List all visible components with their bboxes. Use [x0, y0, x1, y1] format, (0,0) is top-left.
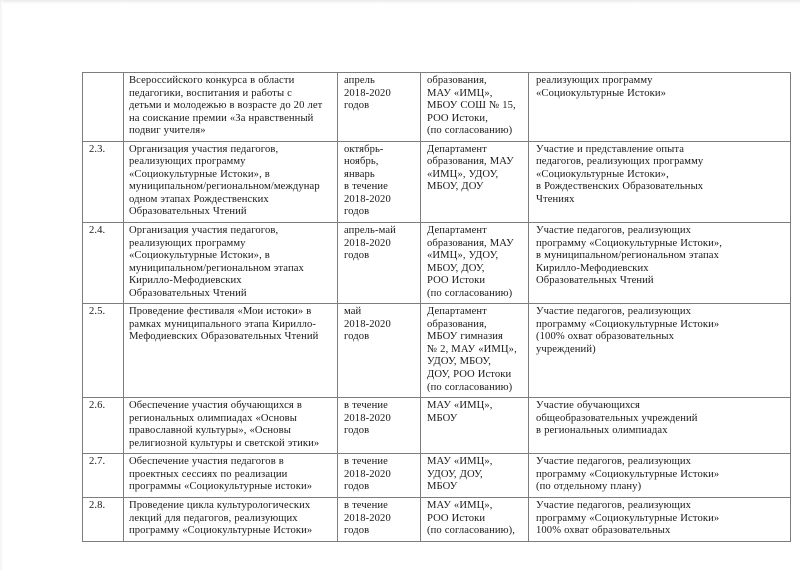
cell-line: программу «Социокультурные Истоки» — [536, 318, 720, 330]
table-row — [83, 141, 791, 222]
cell-line: муниципальном/региональном/междунар — [129, 181, 320, 193]
cell-line: годов — [344, 206, 370, 218]
cell-line: проектных сессиях по реализации — [129, 468, 288, 480]
cell-line: педагогов, реализующих программу — [536, 156, 704, 168]
scan-edge-left — [0, 0, 3, 570]
cell-line: Чтениях — [536, 193, 575, 205]
cell-line: программы «Социокультурные истоки» — [129, 481, 313, 493]
cell-line: УДОУ, МБОУ, — [427, 356, 492, 368]
table-cell-num — [83, 223, 124, 304]
cell-line: Участие педагогов, реализующих — [536, 456, 692, 468]
table-cell-event — [124, 223, 338, 304]
cell-line: 2018-2020 — [344, 512, 391, 524]
table-cell-date — [338, 223, 421, 304]
table-row — [83, 73, 791, 142]
cell-line: МБОУ, ДОУ — [427, 181, 484, 193]
cell-line: годов — [344, 331, 370, 343]
table-cell-date — [338, 398, 421, 454]
cell-line: ДОУ, РОО Истоки — [427, 369, 512, 381]
cell-line: МАУ «ИМЦ», — [427, 456, 493, 468]
cell-line: РОО Истоки — [427, 275, 486, 287]
cell-line: (по согласованию) — [427, 381, 513, 393]
table-cell-result — [529, 223, 791, 304]
table-cell-num — [83, 304, 124, 398]
cell-line: в течение — [344, 456, 388, 468]
cell-line: Департамент — [427, 225, 487, 237]
cell-line: программу «Социокультурные Истоки», — [536, 237, 723, 249]
cell-line: январь — [344, 168, 375, 180]
cell-line: Департамент — [427, 143, 487, 155]
cell-line: октябрь- — [344, 143, 384, 155]
table-cell-event — [124, 304, 338, 398]
table-cell-result — [529, 454, 791, 498]
cell-line: МБОУ — [427, 412, 458, 424]
table-cell-resp — [421, 454, 529, 498]
table-cell-date — [338, 141, 421, 222]
table-cell-result — [529, 497, 791, 541]
table-body — [83, 73, 791, 542]
cell-line: РОО Истоки, — [427, 112, 488, 124]
cell-line: 2018-2020 — [344, 412, 391, 424]
table-cell-resp — [421, 497, 529, 541]
cell-line: 2018-2020 — [344, 87, 391, 99]
cell-line: Участие педагогов, реализующих — [536, 225, 692, 237]
cell-line: апрель — [344, 75, 375, 86]
cell-line: Проведение фестиваля «Мои истоки» в — [129, 306, 312, 318]
table-cell-event — [124, 454, 338, 498]
cell-line: № 2, МАУ «ИМЦ», — [427, 343, 517, 355]
table-cell-result — [529, 304, 791, 398]
cell-line: Участие педагогов, реализующих — [536, 499, 692, 511]
cell-line: общеобразовательных учреждений — [536, 412, 698, 424]
cell-line: Кирилло-Мефодиевских — [536, 262, 649, 274]
cell-line: программу «Социокультурные Истоки» — [129, 525, 313, 537]
cell-line: 2018-2020 — [344, 237, 391, 249]
cell-line: 2.3. — [89, 143, 106, 155]
cell-line: (по согласованию) — [427, 125, 513, 137]
cell-line: лекций для педагогов, реализующих — [129, 512, 298, 524]
cell-line: 2.6. — [89, 400, 106, 412]
cell-line: Участие педагогов, реализующих — [536, 306, 692, 318]
cell-line: Обеспечение участия обучающихся в — [129, 400, 302, 412]
cell-line: образования, МАУ — [427, 237, 514, 249]
cell-line: в течение — [344, 400, 388, 412]
table-cell-resp — [421, 223, 529, 304]
cell-line: 2018-2020 — [344, 193, 391, 205]
cell-line: муниципальном/региональном этапах — [129, 262, 304, 274]
cell-line: ноябрь, — [344, 156, 379, 168]
cell-line: годов — [344, 100, 370, 112]
table-cell-num — [83, 454, 124, 498]
cell-line: 2.7. — [89, 456, 106, 468]
cell-line: МАУ «ИМЦ», — [427, 499, 493, 511]
cell-line: Участие и представление опыта — [536, 143, 685, 155]
cell-line: МБОУ — [427, 481, 458, 493]
cell-line: МБОУ СОШ № 15, — [427, 100, 516, 112]
cell-line: годов — [344, 425, 370, 437]
cell-line: 2018-2020 — [344, 468, 391, 480]
table-cell-num — [83, 141, 124, 222]
table-row — [83, 223, 791, 304]
cell-line: в региональных олимпиадах — [536, 425, 668, 437]
cell-line: годов — [344, 525, 370, 537]
table-cell-event — [124, 73, 338, 142]
cell-line: годов — [344, 250, 370, 262]
cell-line: МАУ «ИМЦ», — [427, 400, 493, 412]
cell-line: реализующих программу — [536, 75, 653, 86]
cell-line: 100% охват образовательных — [536, 525, 671, 537]
cell-line: Образовательных Чтений — [129, 206, 247, 218]
cell-line: «ИМЦ», УДОУ, — [427, 168, 499, 180]
cell-line: в Рождественских Образовательных — [536, 181, 704, 193]
cell-line: Проведение цикла культурологических — [129, 499, 311, 511]
table-row — [83, 454, 791, 498]
table-row — [83, 398, 791, 454]
cell-line: подвиг учителя» — [129, 125, 206, 137]
cell-line: «Социокультурные Истоки», в — [129, 168, 270, 180]
cell-line: в течение — [344, 499, 388, 511]
table-row — [83, 497, 791, 541]
cell-line: (по отдельному плану) — [536, 481, 642, 493]
table-cell-num — [83, 398, 124, 454]
cell-line: 2018-2020 — [344, 318, 391, 330]
table-row — [83, 304, 791, 398]
cell-line: 2.8. — [89, 499, 106, 511]
cell-line: учреждений) — [536, 343, 596, 355]
table-cell-resp — [421, 73, 529, 142]
table-cell-resp — [421, 398, 529, 454]
cell-line: одном этапах Рождественских — [129, 193, 269, 205]
cell-line: в муниципальном/региональном этапах — [536, 250, 720, 262]
cell-line: реализующих программу — [129, 156, 246, 168]
cell-line: детьми и молодежью в возрасте до 20 лет — [129, 100, 323, 112]
cell-line: май — [344, 306, 362, 318]
cell-line: «Социокультурные Истоки» — [536, 87, 667, 99]
cell-line: Участие обучающихся — [536, 400, 641, 412]
action-plan-table — [82, 72, 791, 542]
scan-edge-top — [0, 0, 800, 4]
cell-line: 2.4. — [89, 225, 106, 237]
table-cell-num — [83, 73, 124, 142]
cell-line: Кирилло-Мефодиевских — [129, 275, 242, 287]
cell-line: (100% охват образовательных — [536, 331, 675, 343]
cell-line: РОО Истоки — [427, 512, 486, 524]
cell-line: «ИМЦ», УДОУ, — [427, 250, 499, 262]
cell-line: Образовательных Чтений — [536, 275, 654, 287]
cell-line: МБОУ, ДОУ, — [427, 262, 485, 274]
table-cell-result — [529, 73, 791, 142]
cell-line: МАУ «ИМЦ», — [427, 87, 493, 99]
cell-line: в течение — [344, 181, 388, 193]
cell-line: на соискание премии «За нравственный — [129, 112, 314, 124]
table-cell-date — [338, 304, 421, 398]
cell-line: апрель-май — [344, 225, 396, 237]
table-cell-resp — [421, 141, 529, 222]
cell-line: педагогики, воспитания и работы с — [129, 87, 292, 99]
cell-line: программу «Социокультурные Истоки» — [536, 512, 720, 524]
table-cell-event — [124, 141, 338, 222]
cell-line: УДОУ, ДОУ, — [427, 468, 483, 480]
cell-line: региональных олимпиадах «Основы — [129, 412, 297, 424]
cell-line: образования, — [427, 318, 487, 330]
cell-line: Мефодиевских Образовательных Чтений — [129, 331, 319, 343]
cell-line: «Социокультурные Истоки», в — [129, 250, 270, 262]
cell-line: рамках муниципального этапа Кирилло- — [129, 318, 317, 330]
cell-line: (по согласованию) — [427, 287, 513, 299]
cell-line: Организация участия педагогов, — [129, 225, 279, 237]
cell-line: православной культуры», «Основы — [129, 425, 291, 437]
cell-line: Обеспечение участия педагогов в — [129, 456, 284, 468]
table-cell-resp — [421, 304, 529, 398]
cell-line: МБОУ гимназия — [427, 331, 504, 343]
cell-line: годов — [344, 481, 370, 493]
cell-line: Всероссийского конкурса в области — [129, 75, 295, 86]
table-cell-result — [529, 398, 791, 454]
cell-line: Департамент — [427, 306, 487, 318]
cell-line: образования, МАУ — [427, 156, 514, 168]
table-cell-date — [338, 73, 421, 142]
cell-line: (по согласованию), — [427, 525, 516, 537]
cell-line: программу «Социокультурные Истоки» — [536, 468, 720, 480]
cell-line: религиозной культуры и светской этики» — [129, 437, 320, 449]
table-cell-date — [338, 497, 421, 541]
cell-line: Образовательных Чтений — [129, 287, 247, 299]
cell-line: образования, — [427, 75, 487, 86]
table-cell-event — [124, 398, 338, 454]
table-cell-date — [338, 454, 421, 498]
cell-line: Организация участия педагогов, — [129, 143, 279, 155]
table-cell-num — [83, 497, 124, 541]
table-cell-event — [124, 497, 338, 541]
cell-line: реализующих программу — [129, 237, 246, 249]
cell-line: 2.5. — [89, 306, 106, 318]
cell-line: «Социокультурные Истоки», — [536, 168, 669, 180]
table-cell-result — [529, 141, 791, 222]
